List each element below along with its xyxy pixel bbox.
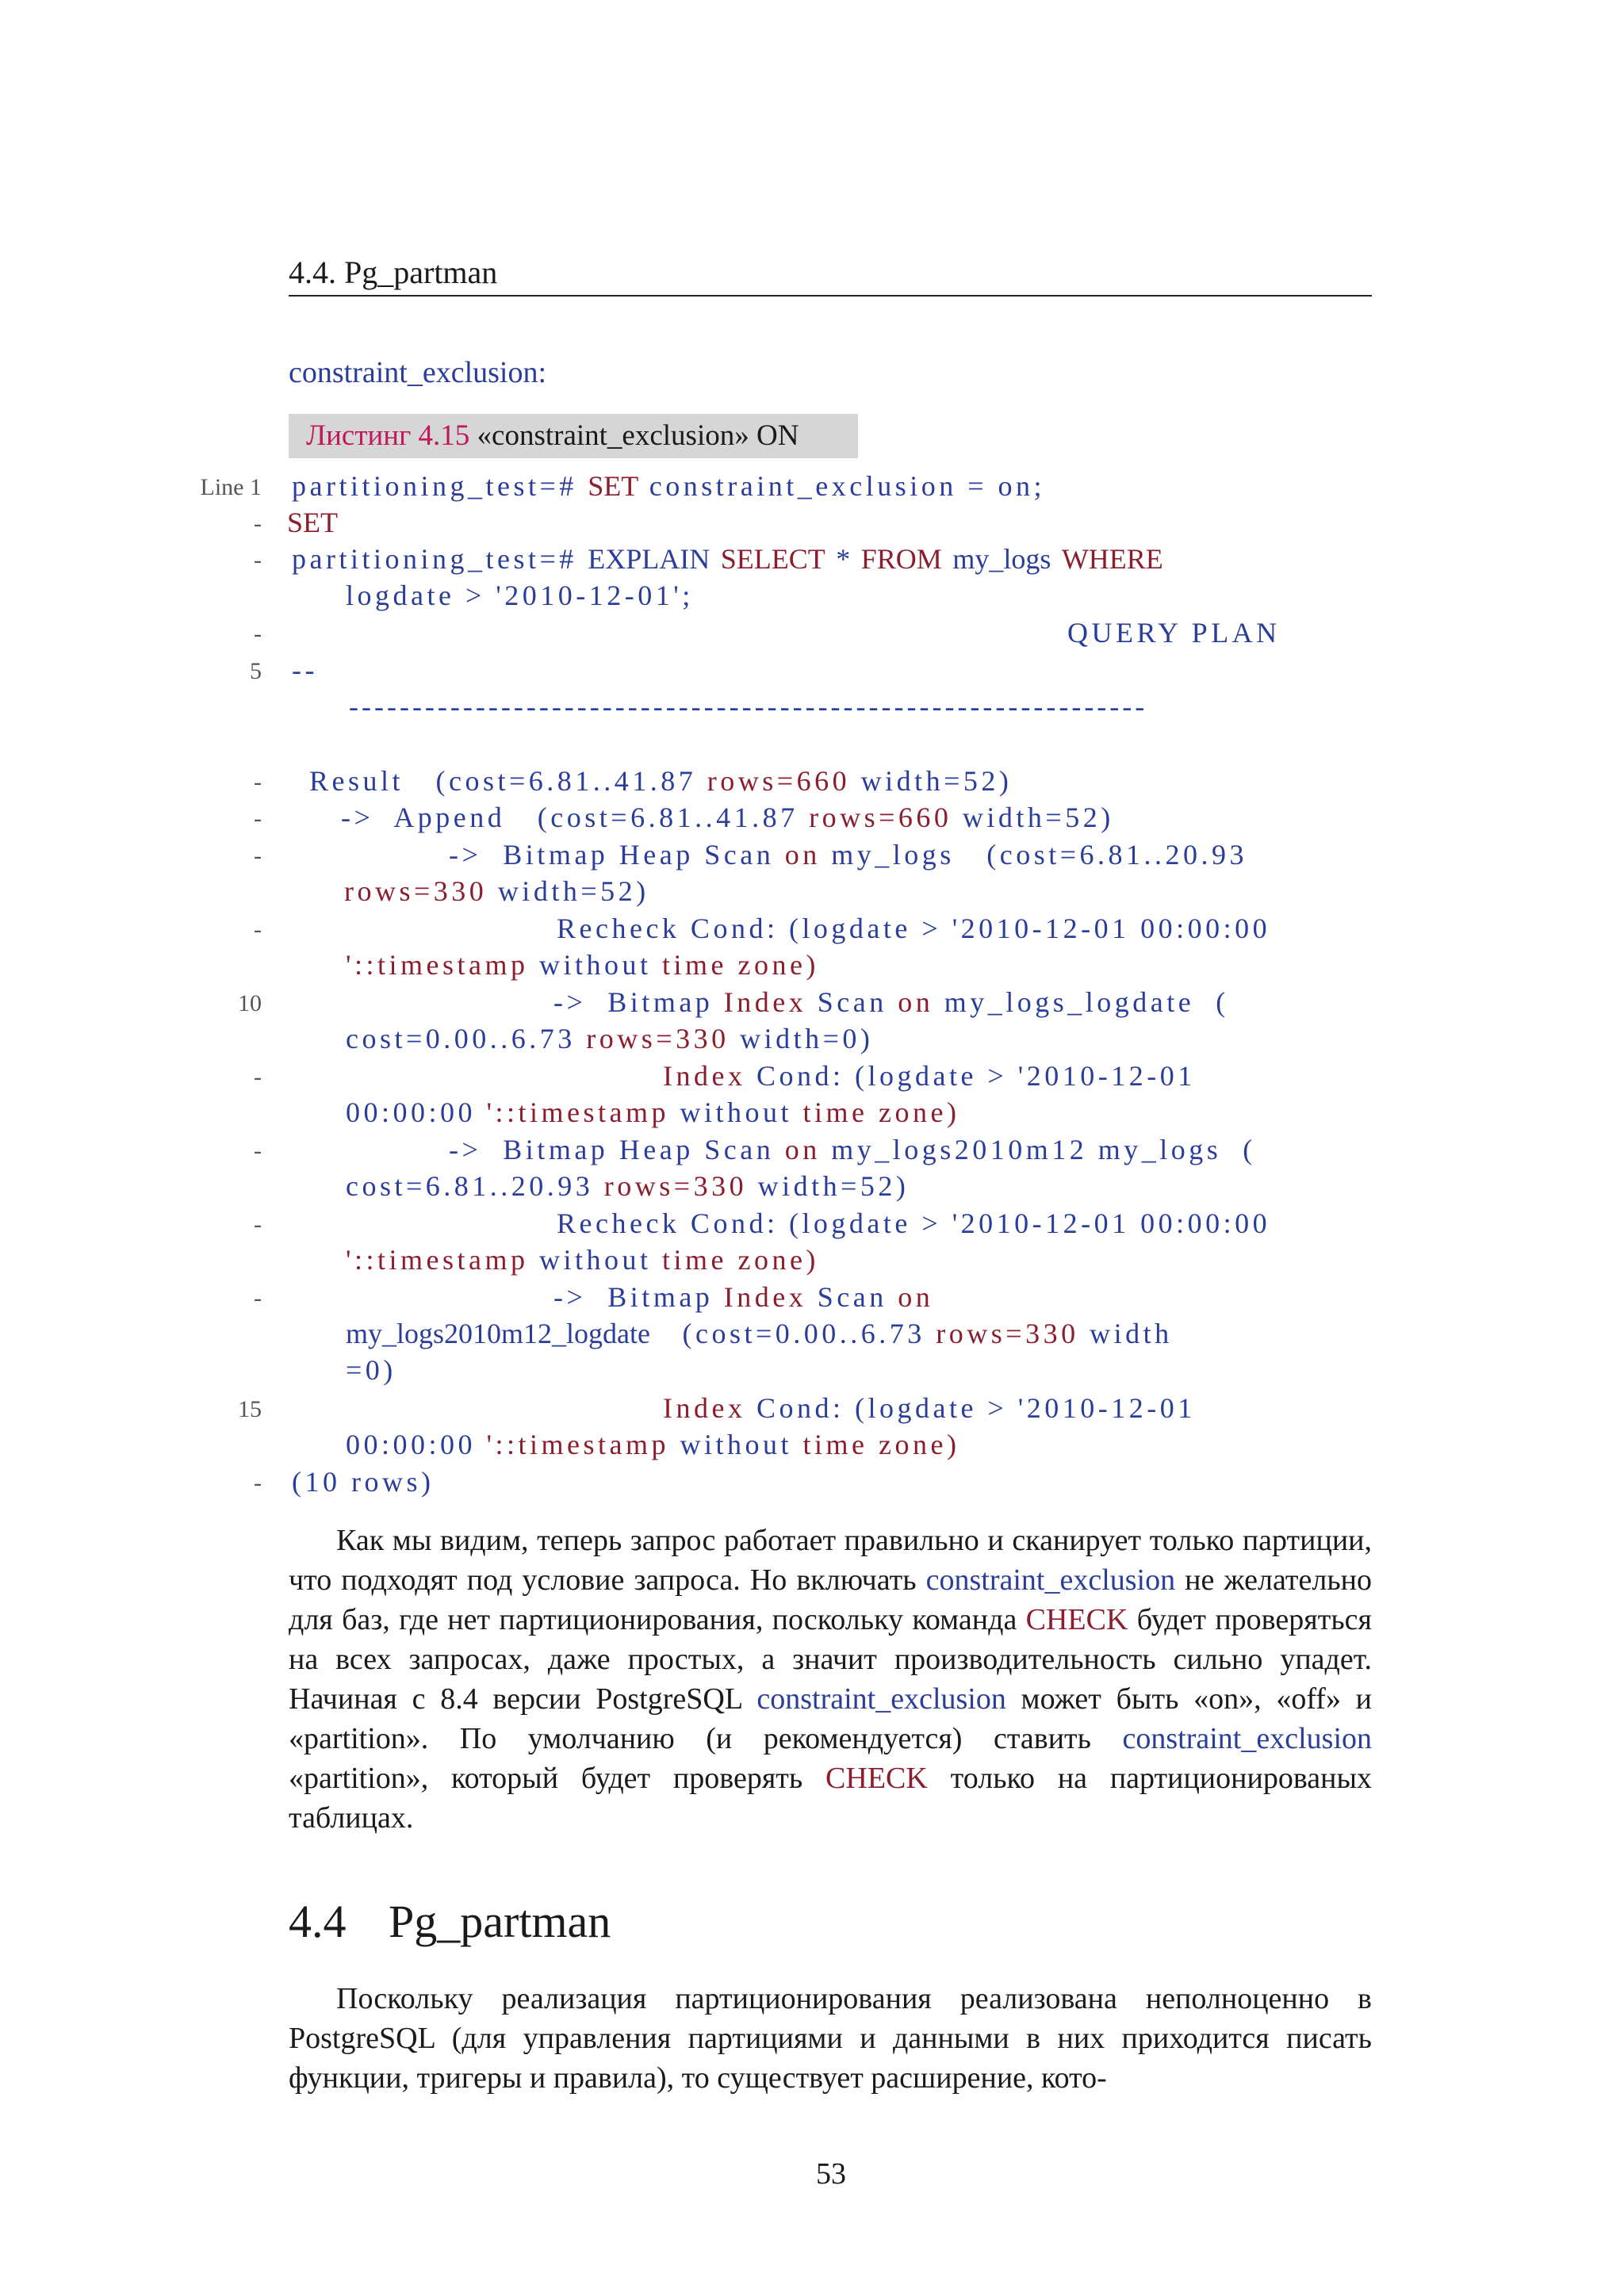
- line-number: 15: [238, 1396, 262, 1422]
- code-line: (10 rows): [292, 1466, 435, 1498]
- line-number: -: [254, 769, 262, 795]
- code-line: Recheck Cond: (logdate > '2010-12-01 00:00:00: [557, 913, 1271, 944]
- code-line: -> Bitmap Heap Scan on my_logs2010m12 my_logs (: [449, 1134, 1256, 1165]
- line-number: -: [254, 1138, 262, 1164]
- code-line: ---------------------------------------------------------------: [349, 691, 1148, 722]
- line-number: -: [254, 511, 262, 537]
- page-number: 53: [816, 2157, 846, 2191]
- code-line: 00:00:00 '::timestamp without time zone): [346, 1429, 960, 1460]
- inline-code: constraint_exclusion: [756, 1682, 1006, 1716]
- code-line: partitioning_test=# SET constraint_exclusion = on;: [292, 470, 1046, 502]
- line-number: Line 1: [200, 474, 262, 500]
- inline-code: constraint_exclusion: [1122, 1722, 1372, 1755]
- inline-code: CHECK: [1025, 1603, 1128, 1636]
- line-number: -: [254, 547, 262, 573]
- listing-title: «constraint_exclusion» ON: [477, 419, 799, 452]
- line-number: 10: [238, 990, 262, 1016]
- code-line: my_logs2010m12_logdate (cost=0.00..6.73 rows=330 width: [346, 1318, 1173, 1349]
- body-paragraph: Как мы видим, теперь запрос работает правильно и сканирует только партиции, что подходят под условие запроса. Но включать constraint_exclusion не желательно для баз, где нет партиционирования, поскольку команда CHECK будет проверяться на всех запросах, даже простых, а значит производительность сильно упадет. Начиная с 8.4 версии PostgreSQL constraint_exclusion может быть «on», «off» и «partition». По умолчанию (и рекомендуется) ставить constraint_exclusion «partition», который будет проверять CHECK только на партиционированых таблицах.: [289, 1524, 1373, 1835]
- section-title: Pg_partman: [389, 1896, 611, 1947]
- line-number: -: [254, 916, 262, 943]
- line-number: -: [254, 1064, 262, 1090]
- code-line: Result (cost=6.81..41.87 rows=660 width=52): [309, 765, 1013, 797]
- code-line: cost=6.81..20.93 rows=330 width=52): [346, 1170, 910, 1202]
- line-number: -: [254, 843, 262, 869]
- body-paragraph: Поскольку реализация партиционирования реализована неполноценно в PostgreSQL (для управления партициями и данными в них приходится писать функции, тригеры и правила), то существует расширение, кото-: [289, 1982, 1372, 2095]
- code-line: Recheck Cond: (logdate > '2010-12-01 00:00:00: [557, 1207, 1271, 1239]
- code-line: logdate > '2010-12-01';: [346, 580, 694, 611]
- code-line: -> Bitmap Index Scan on my_logs_logdate (: [553, 986, 1229, 1018]
- code-line: cost=0.00..6.73 rows=330 width=0): [346, 1023, 874, 1054]
- code-line: -> Bitmap Heap Scan on my_logs (cost=6.81..20.93: [449, 839, 1248, 871]
- code-line: 00:00:00 '::timestamp without time zone): [346, 1096, 960, 1128]
- code-line: SET: [287, 507, 339, 538]
- intro-text: constraint_exclusion:: [289, 356, 547, 389]
- code-line: partitioning_test=# EXPLAIN SELECT * FROM my_logs WHERE: [292, 543, 1163, 575]
- line-number: -: [254, 806, 262, 832]
- line-number: 5: [250, 658, 262, 684]
- header-rule: [289, 295, 1372, 297]
- code-line: '::timestamp without time zone): [346, 949, 819, 981]
- code-line: --: [292, 654, 318, 686]
- code-line: rows=330 width=52): [344, 875, 649, 907]
- code-line: '::timestamp without time zone): [346, 1244, 819, 1276]
- line-number: -: [254, 621, 262, 647]
- code-line: -> Append (cost=6.81..41.87 rows=660 width=52): [341, 802, 1114, 833]
- line-number: -: [254, 1285, 262, 1311]
- inline-code: constraint_exclusion: [925, 1563, 1176, 1597]
- code-line: =0): [346, 1354, 396, 1386]
- listing-caption: [289, 414, 858, 458]
- section-number: 4.4: [289, 1896, 347, 1947]
- listing-label: Листинг 4.15: [306, 419, 470, 452]
- code-line: -> Bitmap Index Scan on: [553, 1281, 934, 1313]
- line-number: -: [254, 1470, 262, 1496]
- code-line: QUERY PLAN: [1067, 617, 1281, 649]
- code-line: Index Cond: (logdate > '2010-12-01: [663, 1060, 1196, 1092]
- code-line: Index Cond: (logdate > '2010-12-01: [663, 1392, 1196, 1424]
- line-number: -: [254, 1211, 262, 1238]
- inline-code: CHECK: [825, 1762, 928, 1795]
- running-header: 4.4. Pg_partman: [289, 254, 498, 290]
